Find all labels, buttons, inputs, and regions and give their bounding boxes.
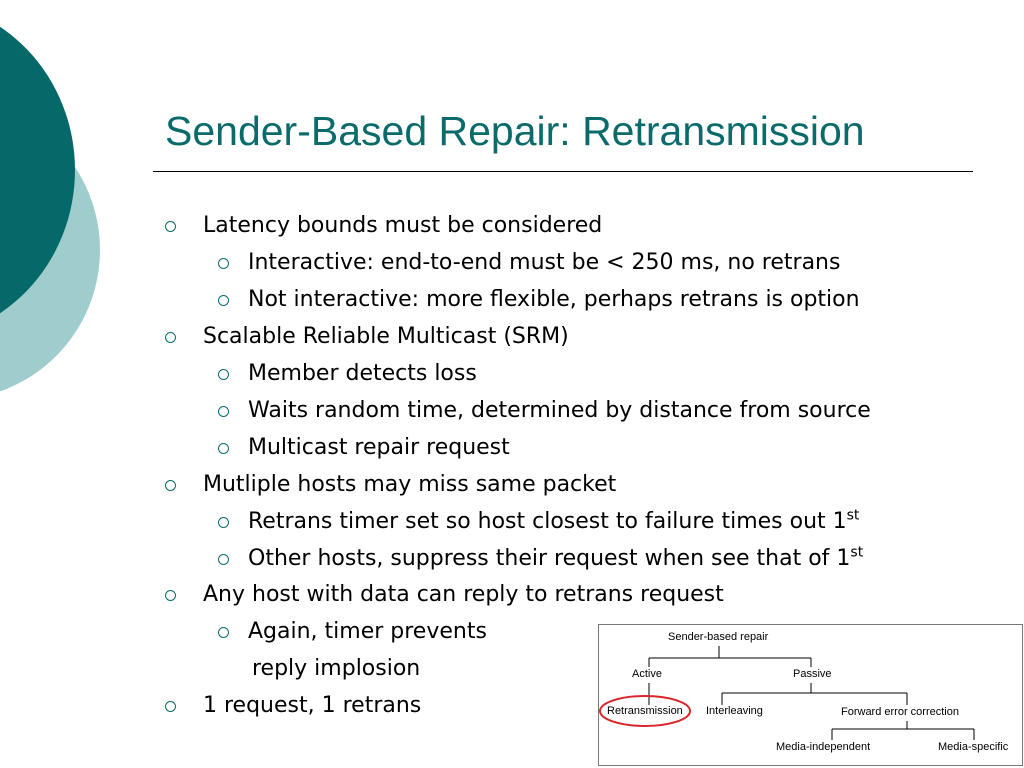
node-interleaving: Interleaving [706, 705, 763, 717]
bullet-text: Mutliple hosts may miss same packet [203, 472, 617, 497]
bullet-text: Interactive: end-to-end must be < 250 ms, no retrans [248, 250, 841, 275]
superscript: st [846, 507, 860, 524]
bullet-text: Waits random time, determined by distance from source [248, 398, 871, 423]
slide-title: Sender-Based Repair: Retransmission [165, 108, 865, 154]
bullet-text: 1 request, 1 retrans [203, 693, 422, 718]
bullet-text: Other hosts, suppress their request when see that of 1 [248, 546, 851, 571]
bullet-item [203, 322, 569, 352]
bullet-text: Retrans timer set so host closest to failure times out 1 [248, 509, 847, 534]
bullet-item [203, 470, 616, 500]
node-forward-error-correction: Forward error correction [841, 706, 959, 718]
sub-bullet-item [248, 359, 477, 389]
repair-taxonomy-diagram [598, 624, 1023, 766]
bullet-circle-icon [165, 590, 176, 601]
bullet-circle-icon [218, 406, 229, 417]
bullet-text: Again, timer prevents [248, 619, 487, 644]
bullet-circle-icon [165, 701, 176, 712]
node-active: Active [632, 668, 662, 680]
bullet-text: Latency bounds must be considered [203, 213, 603, 238]
bullet-item [203, 211, 602, 241]
bullet-text: Member detects loss [248, 361, 477, 386]
node-media-specific: Media-specific [938, 741, 1009, 753]
bullet-circle-icon [218, 369, 229, 380]
bullet-item [203, 580, 724, 610]
node-media-independent: Media-independent [776, 741, 871, 753]
bullet-circle-icon [218, 295, 229, 306]
bullet-text: Not interactive: more flexible, perhaps retrans is option [248, 287, 860, 312]
node-retransmission: Retransmission [607, 705, 683, 717]
sub-bullet-item [248, 285, 860, 315]
bullet-circle-icon [218, 258, 229, 269]
bullet-circle-icon [218, 627, 229, 638]
bullet-circle-icon [165, 480, 176, 491]
bullet-item [203, 691, 421, 721]
sub-bullet-item [248, 617, 487, 647]
bullet-circle-icon [218, 443, 229, 454]
bullet-text: Scalable Reliable Multicast (SRM) [203, 324, 569, 349]
superscript: st [850, 544, 864, 561]
bullet-circle-icon [218, 554, 229, 565]
bullet-text: Multicast repair request [248, 435, 510, 460]
bullet-circle-icon [165, 221, 176, 232]
sub-bullet-item [248, 433, 510, 463]
sub-bullet-item [248, 507, 859, 537]
node-sender-based-repair: Sender-based repair [668, 631, 769, 643]
node-passive: Passive [793, 668, 832, 680]
sub-bullet-item [248, 544, 863, 574]
bullet-continuation [252, 654, 420, 684]
sub-bullet-item [248, 248, 840, 278]
bullet-circle-icon [165, 332, 176, 343]
bullet-text: Any host with data can reply to retrans request [203, 582, 724, 607]
bullet-circle-icon [218, 517, 229, 528]
sub-bullet-item [248, 396, 871, 426]
bullet-text: reply implosion [252, 656, 421, 681]
